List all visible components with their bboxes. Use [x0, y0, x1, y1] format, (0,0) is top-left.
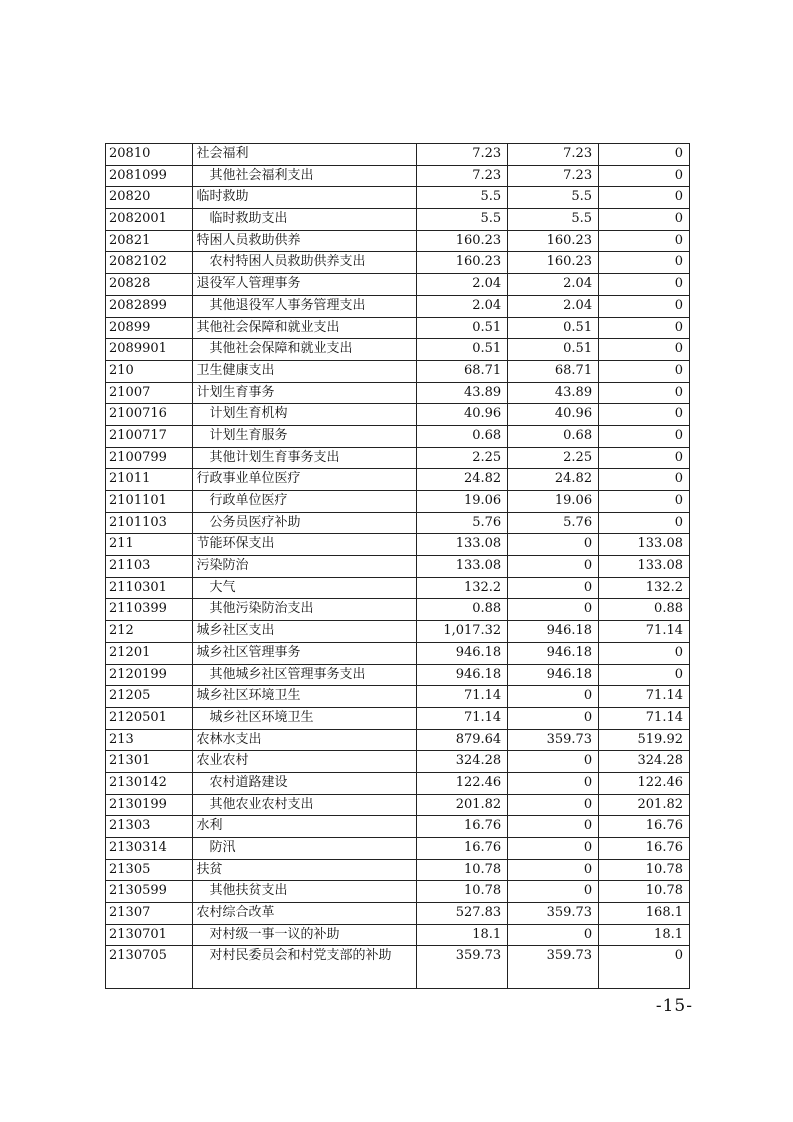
- cell-amount-total: 0.51: [417, 339, 508, 361]
- cell-code: 2130142: [106, 772, 193, 794]
- cell-amount-basic: 0: [508, 924, 599, 946]
- cell-amount-total: 879.64: [417, 729, 508, 751]
- table-row: [106, 425, 690, 447]
- cell-name: 其他社会保障和就业支出: [193, 339, 417, 361]
- cell-amount-basic: 0: [508, 772, 599, 794]
- table-row: [106, 903, 690, 925]
- table-row: [106, 534, 690, 556]
- cell-code: 20810: [106, 144, 193, 166]
- table-row: [106, 339, 690, 361]
- cell-amount-project: 16.76: [599, 838, 690, 860]
- cell-amount-basic: 359.73: [508, 946, 599, 989]
- table-row: [106, 512, 690, 534]
- cell-name: 城乡社区支出: [193, 621, 417, 643]
- table-row: [106, 187, 690, 209]
- cell-name: 城乡社区管理事务: [193, 642, 417, 664]
- cell-amount-project: 0: [599, 317, 690, 339]
- cell-name: 城乡社区环境卫生: [193, 707, 417, 729]
- cell-code: 212: [106, 621, 193, 643]
- cell-amount-total: 16.76: [417, 816, 508, 838]
- cell-amount-basic: 7.23: [508, 144, 599, 166]
- cell-code: 21301: [106, 751, 193, 773]
- cell-amount-basic: 5.5: [508, 209, 599, 231]
- cell-amount-basic: 0: [508, 794, 599, 816]
- cell-amount-project: 519.92: [599, 729, 690, 751]
- cell-name: 其他社会保障和就业支出: [193, 317, 417, 339]
- cell-code: 2120199: [106, 664, 193, 686]
- cell-amount-total: 24.82: [417, 469, 508, 491]
- cell-code: 2081099: [106, 165, 193, 187]
- cell-amount-total: 527.83: [417, 903, 508, 925]
- cell-name: 农村综合改革: [193, 903, 417, 925]
- cell-name: 计划生育服务: [193, 425, 417, 447]
- cell-amount-total: 324.28: [417, 751, 508, 773]
- cell-amount-project: 0: [599, 469, 690, 491]
- table-row: [106, 794, 690, 816]
- cell-amount-project: 0: [599, 946, 690, 989]
- table-row: [106, 838, 690, 860]
- table-row: [106, 946, 690, 989]
- cell-amount-basic: 19.06: [508, 491, 599, 513]
- table-row: [106, 469, 690, 491]
- cell-amount-project: 133.08: [599, 556, 690, 578]
- table-row: [106, 447, 690, 469]
- cell-amount-project: 71.14: [599, 707, 690, 729]
- cell-name: 公务员医疗补助: [193, 512, 417, 534]
- cell-amount-basic: 0: [508, 859, 599, 881]
- cell-name: 其他扶贫支出: [193, 881, 417, 903]
- cell-code: 20820: [106, 187, 193, 209]
- cell-amount-total: 0.88: [417, 599, 508, 621]
- cell-amount-total: 0.51: [417, 317, 508, 339]
- cell-name: 农村道路建设: [193, 772, 417, 794]
- cell-amount-basic: 2.04: [508, 274, 599, 296]
- cell-amount-project: 132.2: [599, 577, 690, 599]
- cell-code: 21307: [106, 903, 193, 925]
- table-row: [106, 751, 690, 773]
- cell-amount-project: 0: [599, 165, 690, 187]
- cell-code: 2110301: [106, 577, 193, 599]
- table-row: [106, 599, 690, 621]
- cell-amount-basic: 0: [508, 881, 599, 903]
- cell-code: 20821: [106, 230, 193, 252]
- cell-amount-basic: 0.68: [508, 425, 599, 447]
- table-row: [106, 230, 690, 252]
- table-row: [106, 707, 690, 729]
- cell-code: 210: [106, 360, 193, 382]
- cell-name: 其他社会福利支出: [193, 165, 417, 187]
- cell-name: 行政单位医疗: [193, 491, 417, 513]
- table-row: [106, 664, 690, 686]
- cell-amount-project: 133.08: [599, 534, 690, 556]
- cell-code: 2089901: [106, 339, 193, 361]
- table-row: [106, 816, 690, 838]
- cell-amount-total: 7.23: [417, 165, 508, 187]
- cell-name: 行政事业单位医疗: [193, 469, 417, 491]
- cell-code: 21305: [106, 859, 193, 881]
- table-row: [106, 252, 690, 274]
- cell-amount-project: 16.76: [599, 816, 690, 838]
- cell-amount-project: 168.1: [599, 903, 690, 925]
- cell-amount-total: 0.68: [417, 425, 508, 447]
- cell-amount-project: 0: [599, 382, 690, 404]
- cell-name: 水利: [193, 816, 417, 838]
- cell-amount-basic: 0: [508, 556, 599, 578]
- cell-code: 2130199: [106, 794, 193, 816]
- cell-amount-total: 71.14: [417, 707, 508, 729]
- cell-amount-basic: 40.96: [508, 404, 599, 426]
- cell-amount-total: 946.18: [417, 664, 508, 686]
- cell-code: 21007: [106, 382, 193, 404]
- cell-amount-basic: 0: [508, 751, 599, 773]
- budget-table: [105, 143, 690, 989]
- cell-amount-total: 133.08: [417, 556, 508, 578]
- page-number: -15-: [655, 996, 693, 1016]
- cell-amount-basic: 43.89: [508, 382, 599, 404]
- table-row: [106, 686, 690, 708]
- cell-amount-project: 10.78: [599, 859, 690, 881]
- cell-amount-project: 0: [599, 144, 690, 166]
- cell-name: 其他计划生育事务支出: [193, 447, 417, 469]
- cell-amount-project: 10.78: [599, 881, 690, 903]
- cell-name: 扶贫: [193, 859, 417, 881]
- cell-name: 其他农业农村支出: [193, 794, 417, 816]
- cell-amount-total: 2.04: [417, 274, 508, 296]
- cell-code: 20828: [106, 274, 193, 296]
- cell-code: 2082899: [106, 295, 193, 317]
- cell-amount-basic: 2.25: [508, 447, 599, 469]
- cell-code: 213: [106, 729, 193, 751]
- cell-amount-project: 0: [599, 664, 690, 686]
- cell-name: 污染防治: [193, 556, 417, 578]
- cell-name: 计划生育机构: [193, 404, 417, 426]
- cell-amount-total: 71.14: [417, 686, 508, 708]
- cell-amount-basic: 0: [508, 838, 599, 860]
- table-row: [106, 382, 690, 404]
- cell-code: 21011: [106, 469, 193, 491]
- table-row: [106, 621, 690, 643]
- cell-name: 其他退役军人事务管理支出: [193, 295, 417, 317]
- cell-amount-basic: 0.51: [508, 317, 599, 339]
- cell-amount-project: 0: [599, 252, 690, 274]
- cell-amount-total: 10.78: [417, 859, 508, 881]
- cell-amount-total: 43.89: [417, 382, 508, 404]
- cell-name: 其他城乡社区管理事务支出: [193, 664, 417, 686]
- cell-amount-total: 2.25: [417, 447, 508, 469]
- table-row: [106, 859, 690, 881]
- cell-amount-basic: 946.18: [508, 621, 599, 643]
- cell-amount-total: 946.18: [417, 642, 508, 664]
- cell-name: 卫生健康支出: [193, 360, 417, 382]
- cell-amount-project: 0.88: [599, 599, 690, 621]
- cell-amount-basic: 7.23: [508, 165, 599, 187]
- cell-code: 2130599: [106, 881, 193, 903]
- table-row: [106, 772, 690, 794]
- cell-amount-project: 0: [599, 425, 690, 447]
- cell-amount-project: 0: [599, 295, 690, 317]
- cell-amount-total: 7.23: [417, 144, 508, 166]
- cell-amount-basic: 946.18: [508, 642, 599, 664]
- cell-code: 2130701: [106, 924, 193, 946]
- cell-name: 农林水支出: [193, 729, 417, 751]
- cell-amount-project: 0: [599, 642, 690, 664]
- cell-code: 2101101: [106, 491, 193, 513]
- table-row: [106, 295, 690, 317]
- cell-name: 城乡社区环境卫生: [193, 686, 417, 708]
- cell-name: 防汛: [193, 838, 417, 860]
- cell-name: 退役军人管理事务: [193, 274, 417, 296]
- cell-amount-project: 0: [599, 187, 690, 209]
- table-row: [106, 144, 690, 166]
- cell-amount-project: 0: [599, 404, 690, 426]
- cell-code: 21103: [106, 556, 193, 578]
- cell-name: 社会福利: [193, 144, 417, 166]
- cell-amount-total: 5.5: [417, 187, 508, 209]
- cell-amount-total: 122.46: [417, 772, 508, 794]
- cell-amount-total: 2.04: [417, 295, 508, 317]
- cell-amount-total: 359.73: [417, 946, 508, 989]
- cell-name: 农村特困人员救助供养支出: [193, 252, 417, 274]
- cell-amount-total: 68.71: [417, 360, 508, 382]
- cell-name: 对村民委员会和村党支部的补助: [193, 946, 417, 989]
- table-row: [106, 165, 690, 187]
- cell-amount-project: 201.82: [599, 794, 690, 816]
- cell-amount-total: 132.2: [417, 577, 508, 599]
- cell-name: 特困人员救助供养: [193, 230, 417, 252]
- cell-code: 2082001: [106, 209, 193, 231]
- cell-amount-basic: 24.82: [508, 469, 599, 491]
- cell-amount-total: 133.08: [417, 534, 508, 556]
- cell-amount-basic: 0: [508, 686, 599, 708]
- cell-amount-project: 0: [599, 230, 690, 252]
- table-row: [106, 642, 690, 664]
- cell-code: 2100716: [106, 404, 193, 426]
- cell-amount-total: 10.78: [417, 881, 508, 903]
- cell-code: 20899: [106, 317, 193, 339]
- cell-amount-total: 19.06: [417, 491, 508, 513]
- cell-amount-basic: 5.76: [508, 512, 599, 534]
- cell-amount-project: 324.28: [599, 751, 690, 773]
- cell-amount-project: 122.46: [599, 772, 690, 794]
- cell-code: 2120501: [106, 707, 193, 729]
- cell-code: 21201: [106, 642, 193, 664]
- table-row: [106, 729, 690, 751]
- cell-amount-basic: 0: [508, 599, 599, 621]
- cell-amount-basic: 0.51: [508, 339, 599, 361]
- table-row: [106, 317, 690, 339]
- cell-amount-project: 0: [599, 512, 690, 534]
- cell-amount-total: 16.76: [417, 838, 508, 860]
- cell-name: 临时救助支出: [193, 209, 417, 231]
- cell-amount-total: 5.5: [417, 209, 508, 231]
- cell-amount-total: 18.1: [417, 924, 508, 946]
- table-row: [106, 556, 690, 578]
- cell-amount-project: 18.1: [599, 924, 690, 946]
- cell-name: 临时救助: [193, 187, 417, 209]
- cell-name: 计划生育事务: [193, 382, 417, 404]
- cell-code: 2110399: [106, 599, 193, 621]
- cell-amount-basic: 0: [508, 707, 599, 729]
- cell-amount-basic: 5.5: [508, 187, 599, 209]
- cell-amount-total: 160.23: [417, 252, 508, 274]
- cell-amount-project: 0: [599, 339, 690, 361]
- budget-table-body: [106, 144, 690, 989]
- table-row: [106, 924, 690, 946]
- cell-amount-basic: 0: [508, 577, 599, 599]
- cell-name: 对村级一事一议的补助: [193, 924, 417, 946]
- cell-amount-project: 0: [599, 447, 690, 469]
- cell-amount-basic: 946.18: [508, 664, 599, 686]
- cell-amount-project: 0: [599, 274, 690, 296]
- cell-code: 2100717: [106, 425, 193, 447]
- cell-name: 其他污染防治支出: [193, 599, 417, 621]
- cell-code: 2130314: [106, 838, 193, 860]
- cell-amount-project: 0: [599, 209, 690, 231]
- cell-code: 2100799: [106, 447, 193, 469]
- cell-code: 211: [106, 534, 193, 556]
- cell-code: 2101103: [106, 512, 193, 534]
- table-row: [106, 209, 690, 231]
- cell-amount-basic: 2.04: [508, 295, 599, 317]
- cell-amount-project: 71.14: [599, 686, 690, 708]
- cell-name: 节能环保支出: [193, 534, 417, 556]
- table-row: [106, 360, 690, 382]
- cell-amount-basic: 68.71: [508, 360, 599, 382]
- cell-amount-total: 5.76: [417, 512, 508, 534]
- cell-amount-total: 40.96: [417, 404, 508, 426]
- cell-code: 2082102: [106, 252, 193, 274]
- cell-code: 21205: [106, 686, 193, 708]
- cell-name: 农业农村: [193, 751, 417, 773]
- table-row: [106, 577, 690, 599]
- table-row: [106, 491, 690, 513]
- cell-amount-basic: 0: [508, 816, 599, 838]
- cell-amount-basic: 0: [508, 534, 599, 556]
- cell-amount-total: 201.82: [417, 794, 508, 816]
- cell-amount-project: 0: [599, 491, 690, 513]
- cell-amount-basic: 160.23: [508, 252, 599, 274]
- cell-code: 21303: [106, 816, 193, 838]
- cell-name: 大气: [193, 577, 417, 599]
- table-row: [106, 404, 690, 426]
- table-row: [106, 881, 690, 903]
- cell-amount-basic: 359.73: [508, 903, 599, 925]
- cell-amount-total: 1,017.32: [417, 621, 508, 643]
- cell-code: 2130705: [106, 946, 193, 989]
- cell-amount-project: 71.14: [599, 621, 690, 643]
- cell-amount-basic: 359.73: [508, 729, 599, 751]
- cell-amount-total: 160.23: [417, 230, 508, 252]
- cell-amount-basic: 160.23: [508, 230, 599, 252]
- table-row: [106, 274, 690, 296]
- cell-amount-project: 0: [599, 360, 690, 382]
